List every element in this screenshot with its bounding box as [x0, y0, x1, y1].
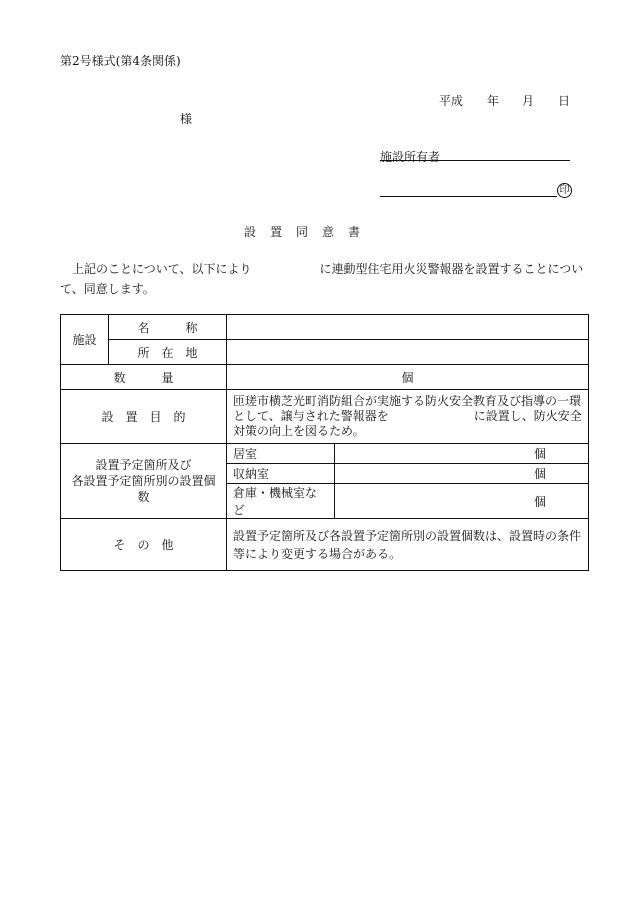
- facility-location-value: [227, 340, 589, 365]
- location-room: 収納室: [227, 464, 335, 484]
- other-line-1: 設置予定箇所及び各設置予定箇所別の設置個数は、設置時の条件: [233, 528, 582, 543]
- consent-table: [60, 314, 589, 571]
- signature-underline: [380, 196, 557, 197]
- facility-location-label: 所 在 地: [109, 340, 227, 365]
- consent-paragraph: [60, 259, 590, 299]
- other-line-2: 等により変更する場合がある。: [233, 546, 402, 561]
- consent-text-b: に連動型住宅用火災警報器を設置することについ: [319, 262, 584, 276]
- location-unit: 個: [335, 464, 589, 484]
- location-room: 居室: [227, 444, 335, 464]
- consent-text-line2: て、同意します。: [60, 282, 155, 296]
- purpose-text: [227, 390, 589, 444]
- date-era: 平成: [439, 94, 464, 108]
- location-unit: 個: [335, 444, 589, 464]
- facility-label: 施設: [61, 315, 109, 365]
- locations-label-2: 各設置予定箇所別の設置個数: [71, 474, 216, 504]
- quantity-label: 数 量: [61, 365, 227, 390]
- consent-text-a: 上記のことについて、以下により: [72, 262, 252, 276]
- document-title: 設 置 同 意 書: [244, 225, 362, 239]
- purpose-line-2b: に設置し、防火安全: [473, 409, 582, 423]
- seal-icon: 印: [557, 183, 572, 198]
- purpose-line-1: 匝瑳市横芝光町消防組合が実施する防火安全教育及び指導の一環: [233, 394, 582, 408]
- facility-name-label: 名 称: [109, 315, 227, 340]
- other-label: そ の 他: [61, 519, 227, 571]
- addressee-suffix: 様: [180, 112, 193, 126]
- purpose-line-3: 対策の向上を図るため。: [233, 424, 365, 438]
- other-text: [227, 519, 589, 571]
- locations-label: [61, 444, 227, 519]
- owner-label: 施設所有者: [380, 150, 441, 164]
- owner-underline: [380, 160, 570, 161]
- purpose-line-2a: として、譲与された警報器を: [233, 409, 389, 423]
- form-number: 第2号様式(第4条関係): [60, 54, 181, 68]
- locations-label-1: 設置予定箇所及び: [95, 458, 192, 472]
- date-day: 日: [558, 94, 571, 108]
- date-month: 月: [522, 94, 535, 108]
- date-year: 年: [487, 94, 500, 108]
- quantity-unit: 個: [227, 365, 589, 390]
- location-unit: 個: [335, 484, 589, 519]
- location-room: 倉庫・機械室など: [227, 484, 335, 519]
- purpose-label: 設 置 目 的: [61, 390, 227, 444]
- facility-name-value: [227, 315, 589, 340]
